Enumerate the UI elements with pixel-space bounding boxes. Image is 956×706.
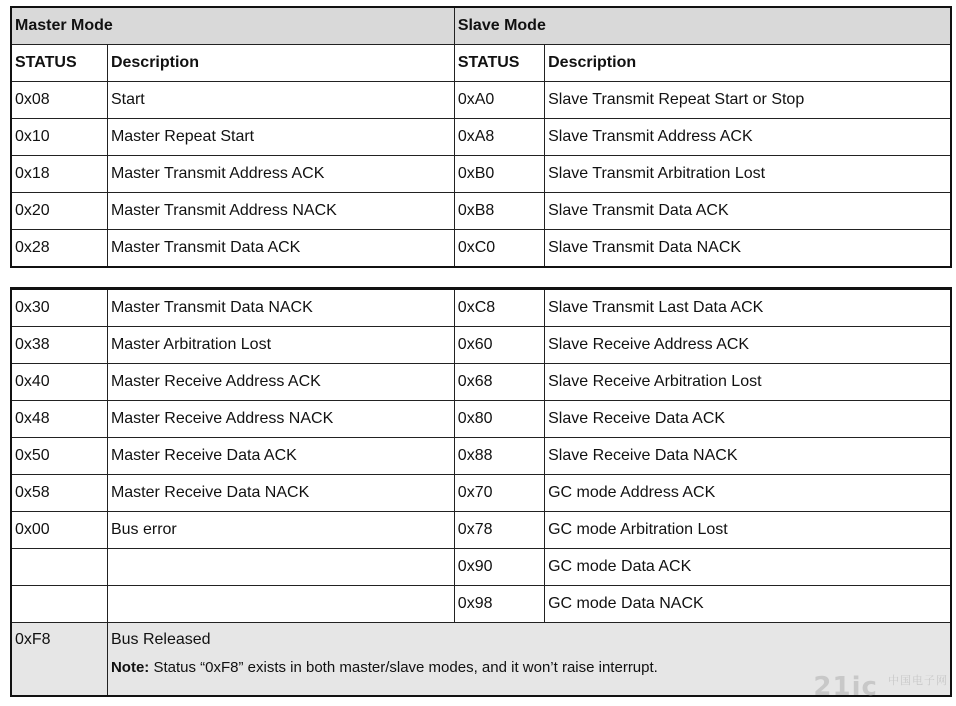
master-status-cell: 0x10 — [11, 119, 107, 156]
bus-released-row — [11, 623, 951, 697]
master-mode-header: Master Mode — [11, 7, 454, 45]
slave-mode-header: Slave Mode — [454, 7, 951, 45]
slave-status-cell: 0xB0 — [454, 156, 544, 193]
status-table-part1 — [10, 6, 952, 268]
master-status-header: STATUS — [11, 45, 107, 82]
master-status-cell: 0x40 — [11, 364, 107, 401]
table-row — [11, 475, 951, 512]
master-status-cell: 0x48 — [11, 401, 107, 438]
slave-status-cell: 0x78 — [454, 512, 544, 549]
slave-status-cell: 0x80 — [454, 401, 544, 438]
slave-description-cell: Slave Transmit Last Data ACK — [545, 289, 951, 327]
master-description-cell: Master Receive Data ACK — [107, 438, 454, 475]
note-label: Note: — [110, 659, 150, 676]
slave-status-cell: 0x88 — [454, 438, 544, 475]
status-table-part2 — [10, 287, 952, 697]
master-description-cell — [107, 586, 454, 623]
table-row — [11, 549, 951, 586]
mode-header-row — [11, 7, 951, 45]
master-description-cell: Bus error — [107, 512, 454, 549]
master-description-cell: Master Receive Address NACK — [107, 401, 454, 438]
master-status-cell: 0x58 — [11, 475, 107, 512]
master-status-cell: 0x50 — [11, 438, 107, 475]
slave-description-cell: GC mode Data ACK — [545, 549, 951, 586]
slave-status-cell: 0x68 — [454, 364, 544, 401]
master-description-cell: Master Transmit Address ACK — [107, 156, 454, 193]
slave-status-cell: 0x90 — [454, 549, 544, 586]
table-row — [11, 289, 951, 327]
slave-description-cell: Slave Receive Address ACK — [545, 327, 951, 364]
master-status-cell: 0x08 — [11, 82, 107, 119]
slave-status-cell: 0xC8 — [454, 289, 544, 327]
slave-description-cell: Slave Transmit Repeat Start or Stop — [545, 82, 951, 119]
master-description-cell: Master Transmit Data NACK — [107, 289, 454, 327]
master-description-cell: Start — [107, 82, 454, 119]
slave-status-cell: 0xA0 — [454, 82, 544, 119]
master-description-cell: Master Receive Data NACK — [107, 475, 454, 512]
table-row — [11, 327, 951, 364]
site-watermark-logo: 21ic $^{中国电子网}$ — [813, 672, 948, 702]
bus-released-desc: Bus Released — [110, 631, 211, 648]
table-row — [11, 156, 951, 193]
table-row — [11, 119, 951, 156]
slave-status-cell: 0xC0 — [454, 230, 544, 268]
slave-description-cell: Slave Receive Arbitration Lost — [545, 364, 951, 401]
slave-status-cell: 0x70 — [454, 475, 544, 512]
slave-description-cell: Slave Transmit Arbitration Lost — [545, 156, 951, 193]
slave-description-header: Description — [545, 45, 951, 82]
slave-description-cell: GC mode Address ACK — [545, 475, 951, 512]
table-row — [11, 230, 951, 268]
master-status-cell: 0x18 — [11, 156, 107, 193]
note-text: Status “0xF8” exists in both master/slave modes, and it won’t raise interrupt. — [149, 659, 658, 676]
slave-description-cell: GC mode Data NACK — [545, 586, 951, 623]
slave-status-header: STATUS — [454, 45, 544, 82]
slave-description-cell: Slave Transmit Data NACK — [545, 230, 951, 268]
master-status-cell — [11, 549, 107, 586]
slave-description-cell: GC mode Arbitration Lost — [545, 512, 951, 549]
slave-status-cell: 0x98 — [454, 586, 544, 623]
master-status-cell: 0x00 — [11, 512, 107, 549]
table-row — [11, 364, 951, 401]
slave-status-cell: 0x60 — [454, 327, 544, 364]
master-status-cell: 0x30 — [11, 289, 107, 327]
table-row — [11, 193, 951, 230]
master-status-cell: 0x20 — [11, 193, 107, 230]
master-status-cell — [11, 586, 107, 623]
table-row — [11, 512, 951, 549]
table-row — [11, 586, 951, 623]
master-description-cell: Master Receive Address ACK — [107, 364, 454, 401]
master-status-cell: 0x28 — [11, 230, 107, 268]
slave-description-cell: Slave Receive Data ACK — [545, 401, 951, 438]
table-row — [11, 438, 951, 475]
table-row — [11, 401, 951, 438]
master-status-cell: 0x38 — [11, 327, 107, 364]
master-description-cell — [107, 549, 454, 586]
slave-status-cell: 0xA8 — [454, 119, 544, 156]
slave-description-cell: Slave Transmit Address ACK — [545, 119, 951, 156]
master-description-cell: Master Arbitration Lost — [107, 327, 454, 364]
slave-description-cell: Slave Receive Data NACK — [545, 438, 951, 475]
column-header-row — [11, 45, 951, 82]
bus-released-status: 0xF8 — [11, 623, 107, 697]
slave-description-cell: Slave Transmit Data ACK — [545, 193, 951, 230]
master-description-header: Description — [107, 45, 454, 82]
table-row — [11, 82, 951, 119]
master-description-cell: Master Repeat Start — [107, 119, 454, 156]
master-description-cell: Master Transmit Address NACK — [107, 193, 454, 230]
slave-status-cell: 0xB8 — [454, 193, 544, 230]
master-description-cell: Master Transmit Data ACK — [107, 230, 454, 268]
